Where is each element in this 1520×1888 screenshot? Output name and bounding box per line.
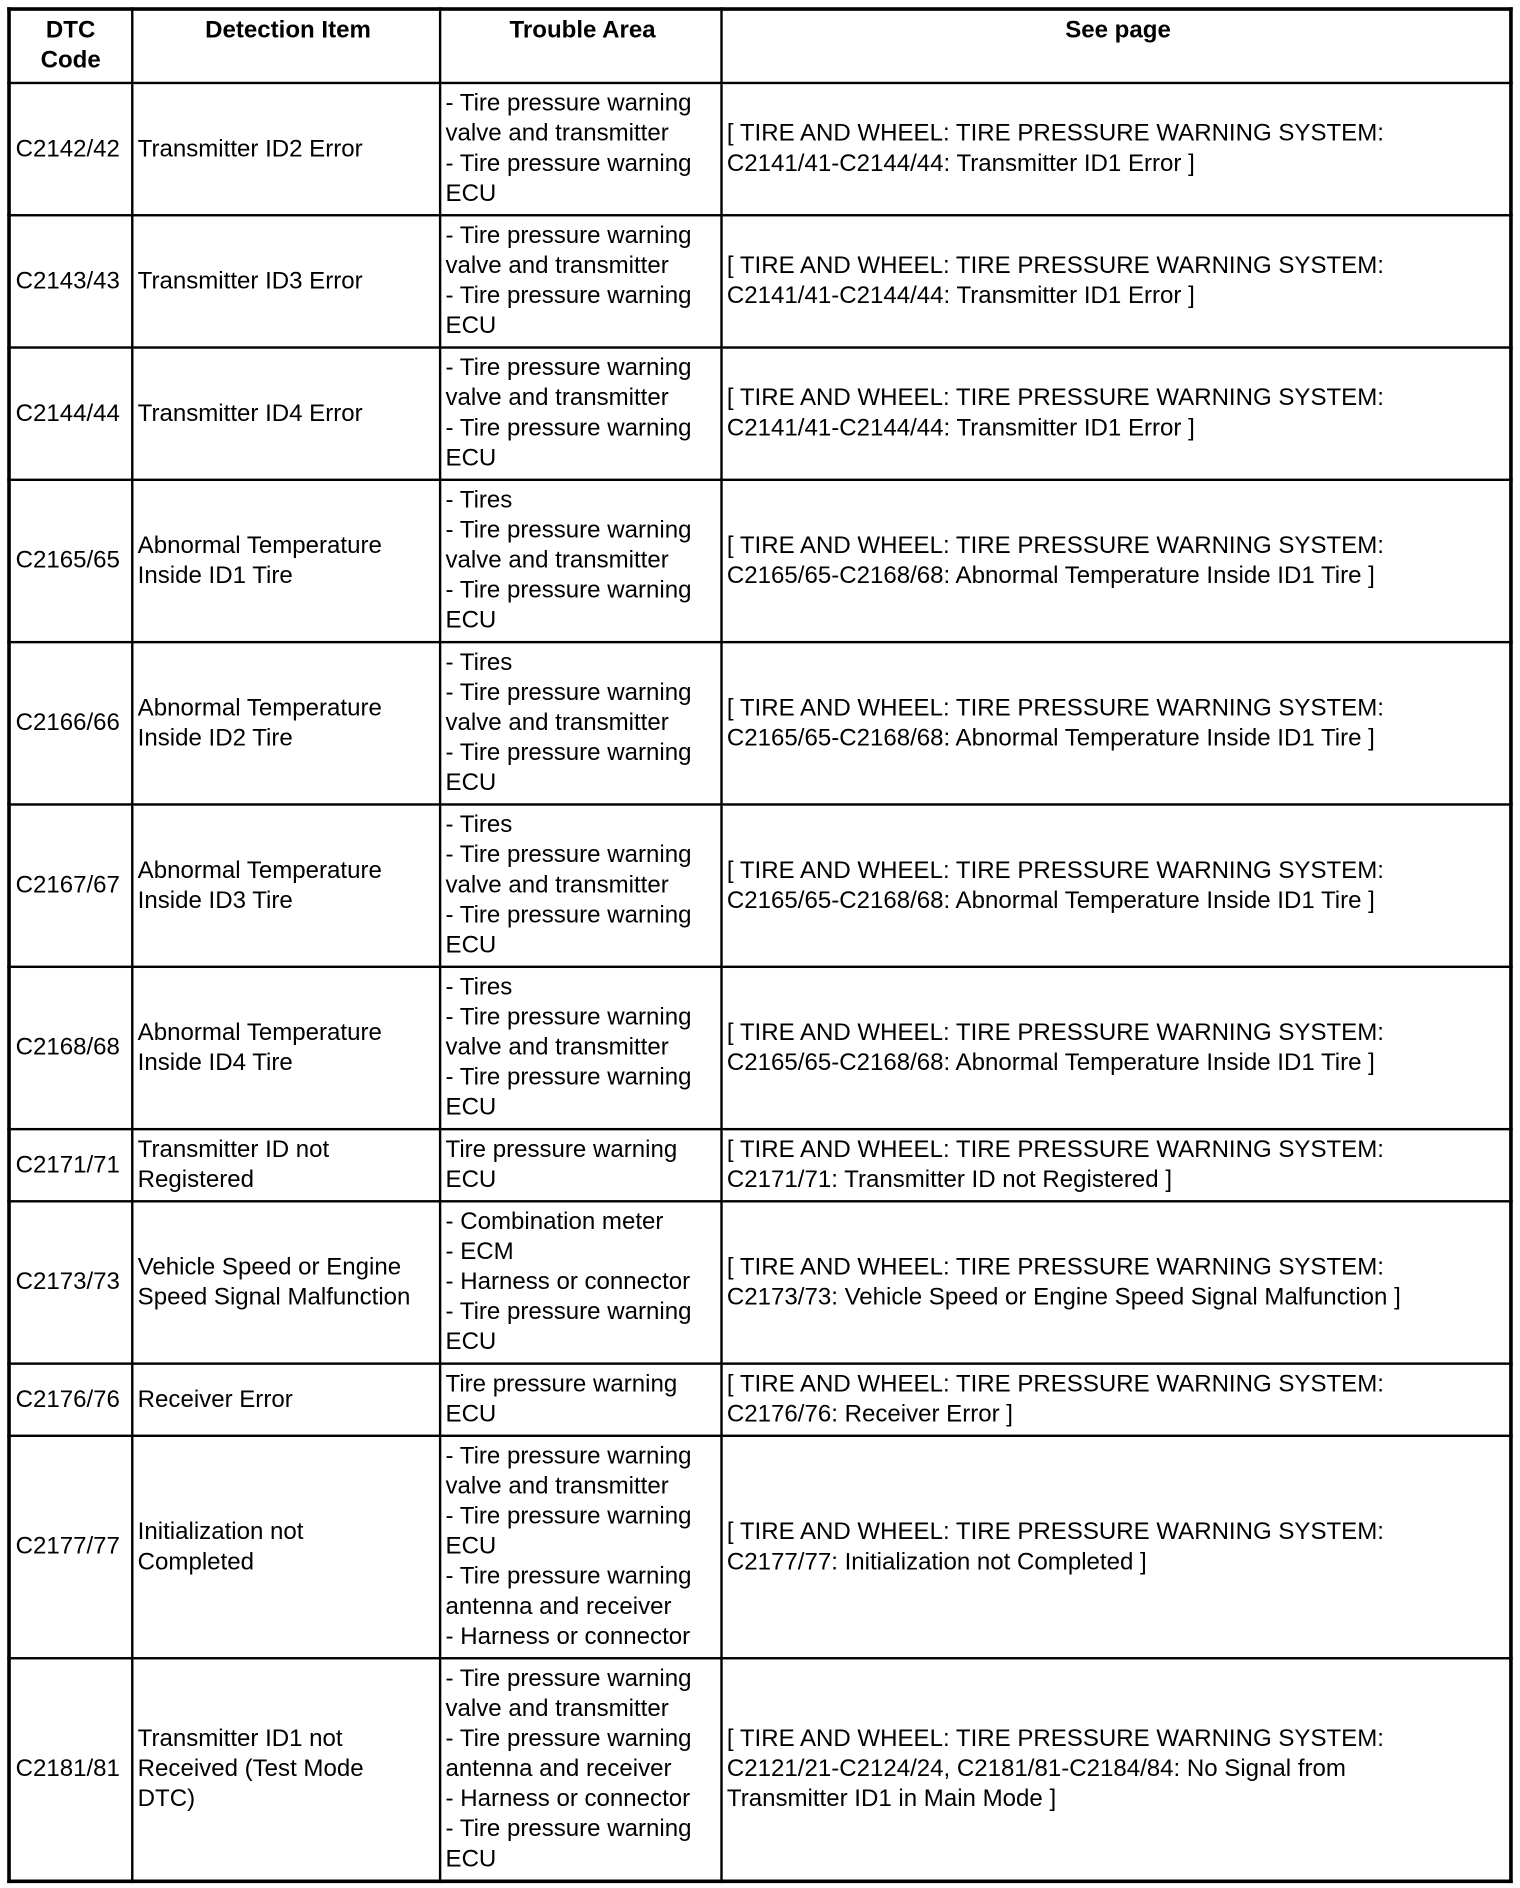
table-row: [9, 1201, 1511, 1363]
see-page-line: [ TIRE AND WHEEL: TIRE PRESSURE WARNING SYSTEM:: [726, 1136, 1384, 1163]
trouble-area-line: - Tire pressure warning: [445, 222, 692, 249]
detection-item-cell: [132, 348, 440, 480]
dtc-code-cell: C2143/43: [9, 215, 132, 347]
detection-item-cell: [132, 1364, 440, 1436]
header-row: [9, 9, 1511, 83]
dtc-table: [7, 7, 1513, 1882]
trouble-area-line: - Combination meter: [445, 1208, 664, 1235]
see-page-link[interactable]: [721, 1436, 1511, 1658]
dtc-code-cell: C2166/66: [9, 642, 132, 804]
detection-item-cell: [132, 967, 440, 1129]
trouble-area-cell: [440, 480, 721, 642]
table-row: [9, 1129, 1511, 1201]
see-page-link[interactable]: [721, 83, 1511, 215]
dtc-code-cell: C2142/42: [9, 83, 132, 215]
trouble-area-line: ECU: [445, 1533, 497, 1560]
detection-item-line: Transmitter ID1 not: [137, 1725, 343, 1752]
detection-item-line: Abnormal Temperature: [137, 532, 382, 559]
detection-item-cell: [132, 1658, 440, 1880]
detection-item-line: Abnormal Temperature: [137, 856, 382, 884]
see-page-line: [ TIRE AND WHEEL: TIRE PRESSURE WARNING SYSTEM:: [726, 120, 1384, 147]
see-page-link[interactable]: [721, 804, 1511, 966]
detection-item-line: Speed Signal Malfunction: [137, 1283, 411, 1311]
see-page-line: C2141/41-C2144/44: Transmitter ID1 Error ]: [726, 414, 1195, 442]
trouble-area-line: - Tire pressure warning: [445, 1815, 692, 1842]
trouble-area-line: valve and transmitter: [445, 709, 669, 736]
dtc-code-cell: C2165/65: [9, 480, 132, 642]
table-row: [9, 215, 1511, 347]
trouble-area-line: ECU: [445, 769, 497, 797]
trouble-area-cell: [440, 1364, 721, 1436]
trouble-area-line: - ECM: [445, 1238, 514, 1266]
trouble-area-line: - Tire pressure warning: [445, 1298, 692, 1326]
see-page-link[interactable]: [721, 1364, 1511, 1436]
dtc-code-cell: C2167/67: [9, 804, 132, 966]
trouble-area-line: - Tires: [445, 487, 513, 514]
detection-item-line: Receiver Error: [137, 1385, 293, 1413]
trouble-area-line: - Tire pressure warning: [445, 841, 692, 869]
dtc-code-cell: C2177/77: [9, 1436, 132, 1658]
trouble-area-cell: [440, 1658, 721, 1880]
detection-item-line: Vehicle Speed or Engine: [137, 1253, 402, 1281]
trouble-area-line: valve and transmitter: [445, 1034, 669, 1061]
see-page-line: [ TIRE AND WHEEL: TIRE PRESSURE WARNING SYSTEM:: [726, 1370, 1384, 1398]
see-page-line: C2173/73: Vehicle Speed or Engine Speed Signal Malfunction ]: [726, 1283, 1401, 1311]
trouble-area-line: antenna and receiver: [445, 1755, 672, 1782]
trouble-area-line: ECU: [445, 444, 497, 472]
see-page-link[interactable]: [721, 215, 1511, 347]
see-page-line: [ TIRE AND WHEEL: TIRE PRESSURE WARNING SYSTEM:: [726, 1019, 1384, 1046]
detection-item-cell: [132, 642, 440, 804]
trouble-area-line: - Tire pressure warning: [445, 90, 692, 117]
see-page-line: [ TIRE AND WHEEL: TIRE PRESSURE WARNING SYSTEM:: [726, 1253, 1384, 1281]
trouble-area-line: - Tire pressure warning: [445, 282, 692, 310]
detection-item-cell: [132, 480, 440, 642]
table-row: [9, 642, 1511, 804]
see-page-link[interactable]: [721, 967, 1511, 1129]
dtc-code-cell: C2176/76: [9, 1364, 132, 1436]
trouble-area-cell: [440, 967, 721, 1129]
detection-item-line: Received (Test Mode: [137, 1755, 364, 1782]
trouble-area-line: ECU: [445, 1845, 497, 1872]
trouble-area-line: valve and transmitter: [445, 547, 669, 574]
see-page-line: [ TIRE AND WHEEL: TIRE PRESSURE WARNING SYSTEM:: [726, 384, 1384, 412]
see-page-line: C2141/41-C2144/44: Transmitter ID1 Error ]: [726, 150, 1195, 177]
table-row: [9, 480, 1511, 642]
trouble-area-cell: [440, 1129, 721, 1201]
trouble-area-cell: [440, 83, 721, 215]
trouble-area-line: - Tire pressure warning: [445, 1064, 692, 1091]
detection-item-line: Transmitter ID3 Error: [137, 267, 363, 295]
trouble-area-line: ECU: [445, 607, 497, 634]
trouble-area-line: - Tire pressure warning: [445, 354, 692, 382]
see-page-line: C2176/76: Receiver Error ]: [726, 1400, 1013, 1428]
see-page-line: Transmitter ID1 in Main Mode ]: [726, 1785, 1057, 1812]
see-page-line: [ TIRE AND WHEEL: TIRE PRESSURE WARNING SYSTEM:: [726, 532, 1384, 559]
see-page-line: [ TIRE AND WHEEL: TIRE PRESSURE WARNING SYSTEM:: [726, 1725, 1384, 1752]
detection-item-line: Inside ID4 Tire: [137, 1049, 293, 1076]
detection-item-line: Transmitter ID not: [137, 1136, 330, 1163]
trouble-area-cell: [440, 642, 721, 804]
see-page-link[interactable]: [721, 1658, 1511, 1880]
see-page-line: C2141/41-C2144/44: Transmitter ID1 Error ]: [726, 282, 1195, 310]
detection-item-line: Registered: [137, 1166, 254, 1193]
see-page-line: C2121/21-C2124/24, C2181/81-C2184/84: No Signal from: [726, 1755, 1346, 1782]
trouble-area-line: - Tires: [445, 974, 513, 1001]
see-page-line: [ TIRE AND WHEEL: TIRE PRESSURE WARNING SYSTEM:: [726, 856, 1384, 884]
see-page-line: C2177/77: Initialization not Completed ]: [726, 1548, 1147, 1575]
trouble-area-line: antenna and receiver: [445, 1593, 672, 1620]
trouble-area-line: - Harness or connector: [445, 1268, 691, 1296]
trouble-area-line: ECU: [445, 180, 497, 207]
trouble-area-line: valve and transmitter: [445, 120, 669, 147]
table-row: [9, 348, 1511, 480]
trouble-area-line: Tire pressure warning: [445, 1370, 678, 1398]
trouble-area-line: - Tire pressure warning: [445, 1004, 692, 1031]
see-page-line: C2165/65-C2168/68: Abnormal Temperature Inside ID1 Tire ]: [726, 886, 1375, 914]
see-page-line: C2165/65-C2168/68: Abnormal Temperature Inside ID1 Tire ]: [726, 1049, 1375, 1076]
trouble-area-line: - Harness or connector: [445, 1785, 691, 1812]
see-page-link[interactable]: [721, 1201, 1511, 1363]
trouble-area-cell: [440, 215, 721, 347]
trouble-area-line: valve and transmitter: [445, 1695, 669, 1722]
trouble-area-line: Tire pressure warning: [445, 1136, 678, 1163]
header-trouble-area: Trouble Area: [440, 9, 721, 83]
trouble-area-line: - Tire pressure warning: [445, 901, 692, 929]
trouble-area-line: - Tire pressure warning: [445, 150, 692, 177]
trouble-area-line: - Tire pressure warning: [445, 1665, 692, 1692]
detection-item-line: Transmitter ID4 Error: [137, 399, 363, 427]
see-page-link[interactable]: [721, 480, 1511, 642]
dtc-code-cell: C2144/44: [9, 348, 132, 480]
see-page-line: [ TIRE AND WHEEL: TIRE PRESSURE WARNING SYSTEM:: [726, 1518, 1384, 1545]
see-page-line: C2165/65-C2168/68: Abnormal Temperature Inside ID1 Tire ]: [726, 724, 1375, 751]
detection-item-line: Completed: [137, 1548, 254, 1575]
table-row: [9, 1658, 1511, 1880]
trouble-area-line: ECU: [445, 1328, 497, 1356]
see-page-line: [ TIRE AND WHEEL: TIRE PRESSURE WARNING SYSTEM:: [726, 694, 1384, 721]
trouble-area-line: valve and transmitter: [445, 1473, 669, 1500]
detection-item-line: Inside ID3 Tire: [137, 886, 293, 914]
header-detection-item: Detection Item: [132, 9, 440, 83]
detection-item-cell: [132, 1129, 440, 1201]
detection-item-line: Transmitter ID2 Error: [137, 135, 363, 162]
detection-item-line: Abnormal Temperature: [137, 694, 382, 721]
dtc-code-cell: C2181/81: [9, 1658, 132, 1880]
detection-item-line: Inside ID2 Tire: [137, 724, 293, 751]
detection-item-cell: [132, 1436, 440, 1658]
detection-item-cell: [132, 804, 440, 966]
trouble-area-cell: [440, 348, 721, 480]
see-page-link[interactable]: [721, 642, 1511, 804]
dtc-code-cell: C2168/68: [9, 967, 132, 1129]
trouble-area-line: valve and transmitter: [445, 384, 669, 412]
see-page-line: C2165/65-C2168/68: Abnormal Temperature Inside ID1 Tire ]: [726, 562, 1375, 589]
table-row: [9, 1364, 1511, 1436]
trouble-area-line: - Tires: [445, 649, 513, 676]
trouble-area-line: - Tire pressure warning: [445, 517, 692, 544]
trouble-area-line: - Tire pressure warning: [445, 1725, 692, 1752]
trouble-area-line: - Tire pressure warning: [445, 414, 692, 442]
trouble-area-line: - Harness or connector: [445, 1623, 691, 1650]
header-dtc-code: DTC Code: [9, 9, 132, 83]
see-page-line: [ TIRE AND WHEEL: TIRE PRESSURE WARNING SYSTEM:: [726, 252, 1384, 279]
see-page-link[interactable]: [721, 348, 1511, 480]
trouble-area-line: - Tire pressure warning: [445, 739, 692, 766]
trouble-area-line: - Tire pressure warning: [445, 1503, 692, 1530]
detection-item-line: Initialization not: [137, 1518, 304, 1545]
detection-item-cell: [132, 215, 440, 347]
see-page-line: C2171/71: Transmitter ID not Registered ]: [726, 1166, 1173, 1193]
table-row: [9, 1436, 1511, 1658]
trouble-area-cell: [440, 804, 721, 966]
table-row: [9, 83, 1511, 215]
trouble-area-line: ECU: [445, 1094, 497, 1121]
table-row: [9, 804, 1511, 966]
trouble-area-line: - Tire pressure warning: [445, 1443, 692, 1470]
trouble-area-line: - Tire pressure warning: [445, 1563, 692, 1590]
detection-item-line: DTC): [137, 1785, 196, 1812]
trouble-area-line: valve and transmitter: [445, 871, 669, 899]
table-row: [9, 967, 1511, 1129]
trouble-area-line: ECU: [445, 1400, 497, 1428]
dtc-code-cell: C2171/71: [9, 1129, 132, 1201]
detection-item-cell: [132, 1201, 440, 1363]
detection-item-cell: [132, 83, 440, 215]
trouble-area-line: ECU: [445, 312, 497, 340]
header-see-page: See page: [721, 9, 1511, 83]
trouble-area-line: ECU: [445, 931, 497, 959]
trouble-area-line: ECU: [445, 1166, 497, 1193]
detection-item-line: Abnormal Temperature: [137, 1019, 382, 1046]
dtc-code-cell: C2173/73: [9, 1201, 132, 1363]
trouble-area-cell: [440, 1201, 721, 1363]
trouble-area-line: - Tire pressure warning: [445, 679, 692, 706]
trouble-area-line: - Tire pressure warning: [445, 577, 692, 604]
see-page-link[interactable]: [721, 1129, 1511, 1201]
trouble-area-cell: [440, 1436, 721, 1658]
trouble-area-line: - Tires: [445, 811, 513, 839]
trouble-area-line: valve and transmitter: [445, 252, 669, 279]
detection-item-line: Inside ID1 Tire: [137, 562, 293, 589]
